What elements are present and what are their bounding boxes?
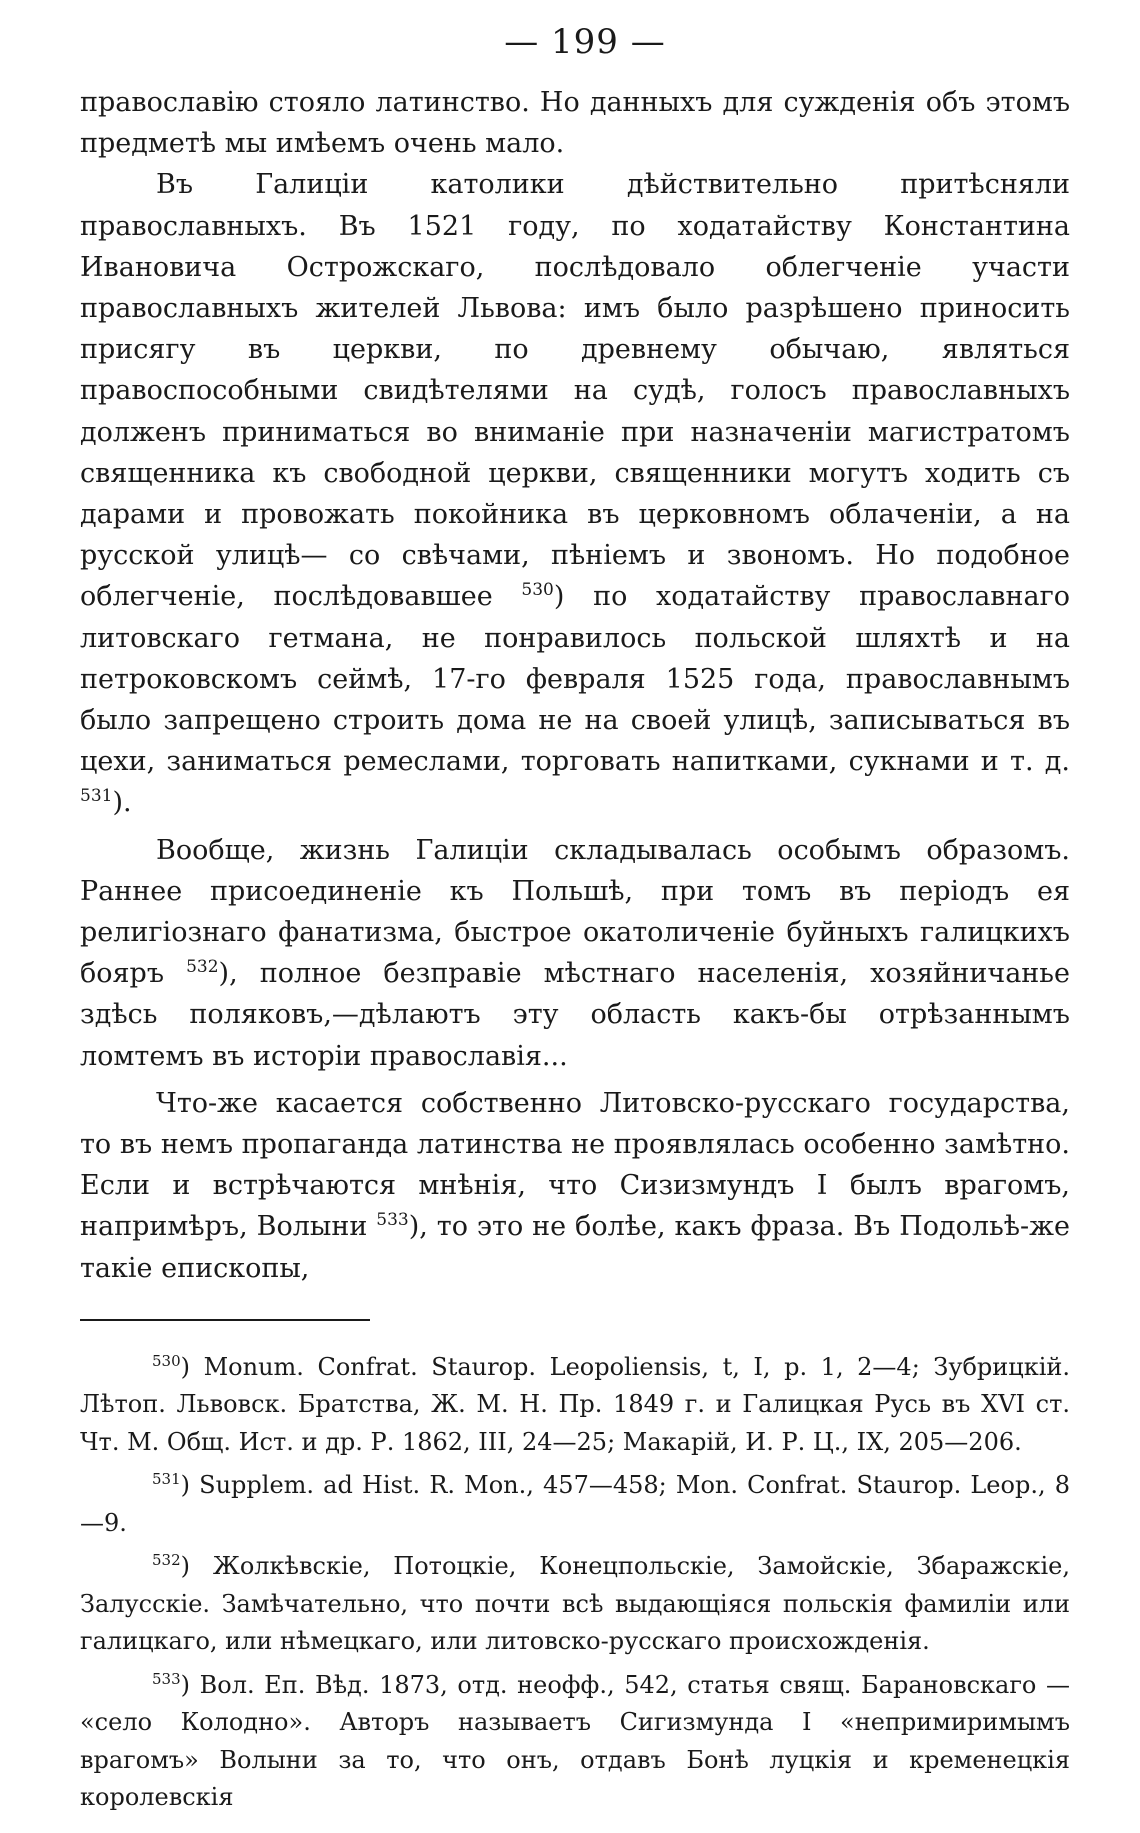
footnote-ref-531[interactable]: 531: [80, 786, 113, 807]
paragraph-galicia-life: Вообще, жизнь Галиціи складывалась особымъ образомъ. Раннее присоединеніе къ Польшѣ, при томъ въ періодъ ея религіознаго фанатизма, быстрое окатоличеніе буйныхъ галицкихъ бояръ $^{532}$), полное безправіе мѣстнаго населенія, хозяйничанье здѣсь поляковъ,—дѣлаютъ эту область какъ-бы отрѣзаннымъ ломтемъ въ исторіи православія...: [80, 834, 1070, 1072]
main-text: [80, 82, 1070, 1289]
paragraph-continued: православію стояло латинство. Но данныхъ для сужденія объ этомъ предметѣ мы имѣемъ очень мало.: [80, 87, 1070, 160]
footnote-divider: [80, 1319, 370, 1321]
paragraph-galicia-catholics: Въ Галиціи католики дѣйствительно притѣсняли православныхъ. Въ 1521 году, по ходатайству Константина Ивановича Острожскаго, послѣдовало облегченіе участи православныхъ жителей Львова: имъ было разрѣшено приносить присягу въ церкви, по древнему обычаю, являться правоспособными свидѣтелями на судѣ, голосъ православныхъ долженъ приниматься во вниманіе при назначеніи магистратомъ священника къ свободной церкви, священники могутъ ходить съ дарами и провожать покойника въ церковномъ облаченіи, а на русской улицѣ— со свѣчами, пѣніемъ и звономъ. Но подобное облегченіе, послѣдовавшее $^{530}$) по ходатайству православнаго литовскаго гетмана, не понравилось польской шляхтѣ и на петроковскомъ сеймѣ, 17-го февраля 1525 года, православнымъ было запрещено строить дома не на своей улицѣ, записываться въ цехи, заниматься ремеслами, торговать напитками, сукнами и т. д. $^{531}$).: [80, 169, 1070, 819]
footnote-ref-530[interactable]: 530: [521, 580, 554, 601]
footnote-531: $^{531}$) Supplem. ad Hist. R. Mon., 457—458; Mon. Confrat. Staurop. Leop., 8—9.: [80, 1470, 1070, 1537]
page-number: — 199 —: [504, 22, 666, 62]
footnote-ref-532[interactable]: 532: [186, 957, 219, 978]
paragraph-lithuanian-state: Что-же касается собственно Литовско-русскаго государства, то въ немъ пропаганда латинства не проявлялась особенно замѣтно. Если и встрѣчаются мнѣнія, что Сизизмундъ I былъ врагомъ, напримѣръ, Волыни $^{533}$), то это не болѣе, какъ фраза. Въ Подольѣ-же такіе епископы,: [80, 1087, 1070, 1284]
footnote-530: $^{530}$) Monum. Confrat. Staurop. Leopoliensis, t, I, p. 1, 2—4; Зубрицкій. Лѣтоп. Львовск. Братства, Ж. М. Н. Пр. 1849 г. и Галицкая Русь въ XVI ст. Чт. М. Общ. Ист. и др. Р. 1862, III, 24—25; Макарій, И. Р. Ц., IX, 205—206.: [80, 1351, 1070, 1456]
footnote-533: $^{533}$) Вол. Еп. Вѣд. 1873, отд. неофф., 542, статья свящ. Барановскаго — «село Колодно». Авторъ называетъ Сигизмунда I «непримиримымъ врагомъ» Волыни за то, что онъ, отдавъ Бонѣ луцкія и кременецкія королевскія: [80, 1669, 1070, 1812]
footnote-ref-533[interactable]: 533: [376, 1210, 409, 1231]
footnote-532: $^{532}$) Жолкѣвскіе, Потоцкіе, Конецпольскіе, Замойскіе, Збаражскіе, Залусскіе. Замѣчательно, что почти всѣ выдающіяся польскія фамиліи или галицкаго, или нѣмецкаго, или литовско-русскаго происхожденія.: [80, 1551, 1070, 1656]
footnotes: [80, 1349, 1070, 1817]
